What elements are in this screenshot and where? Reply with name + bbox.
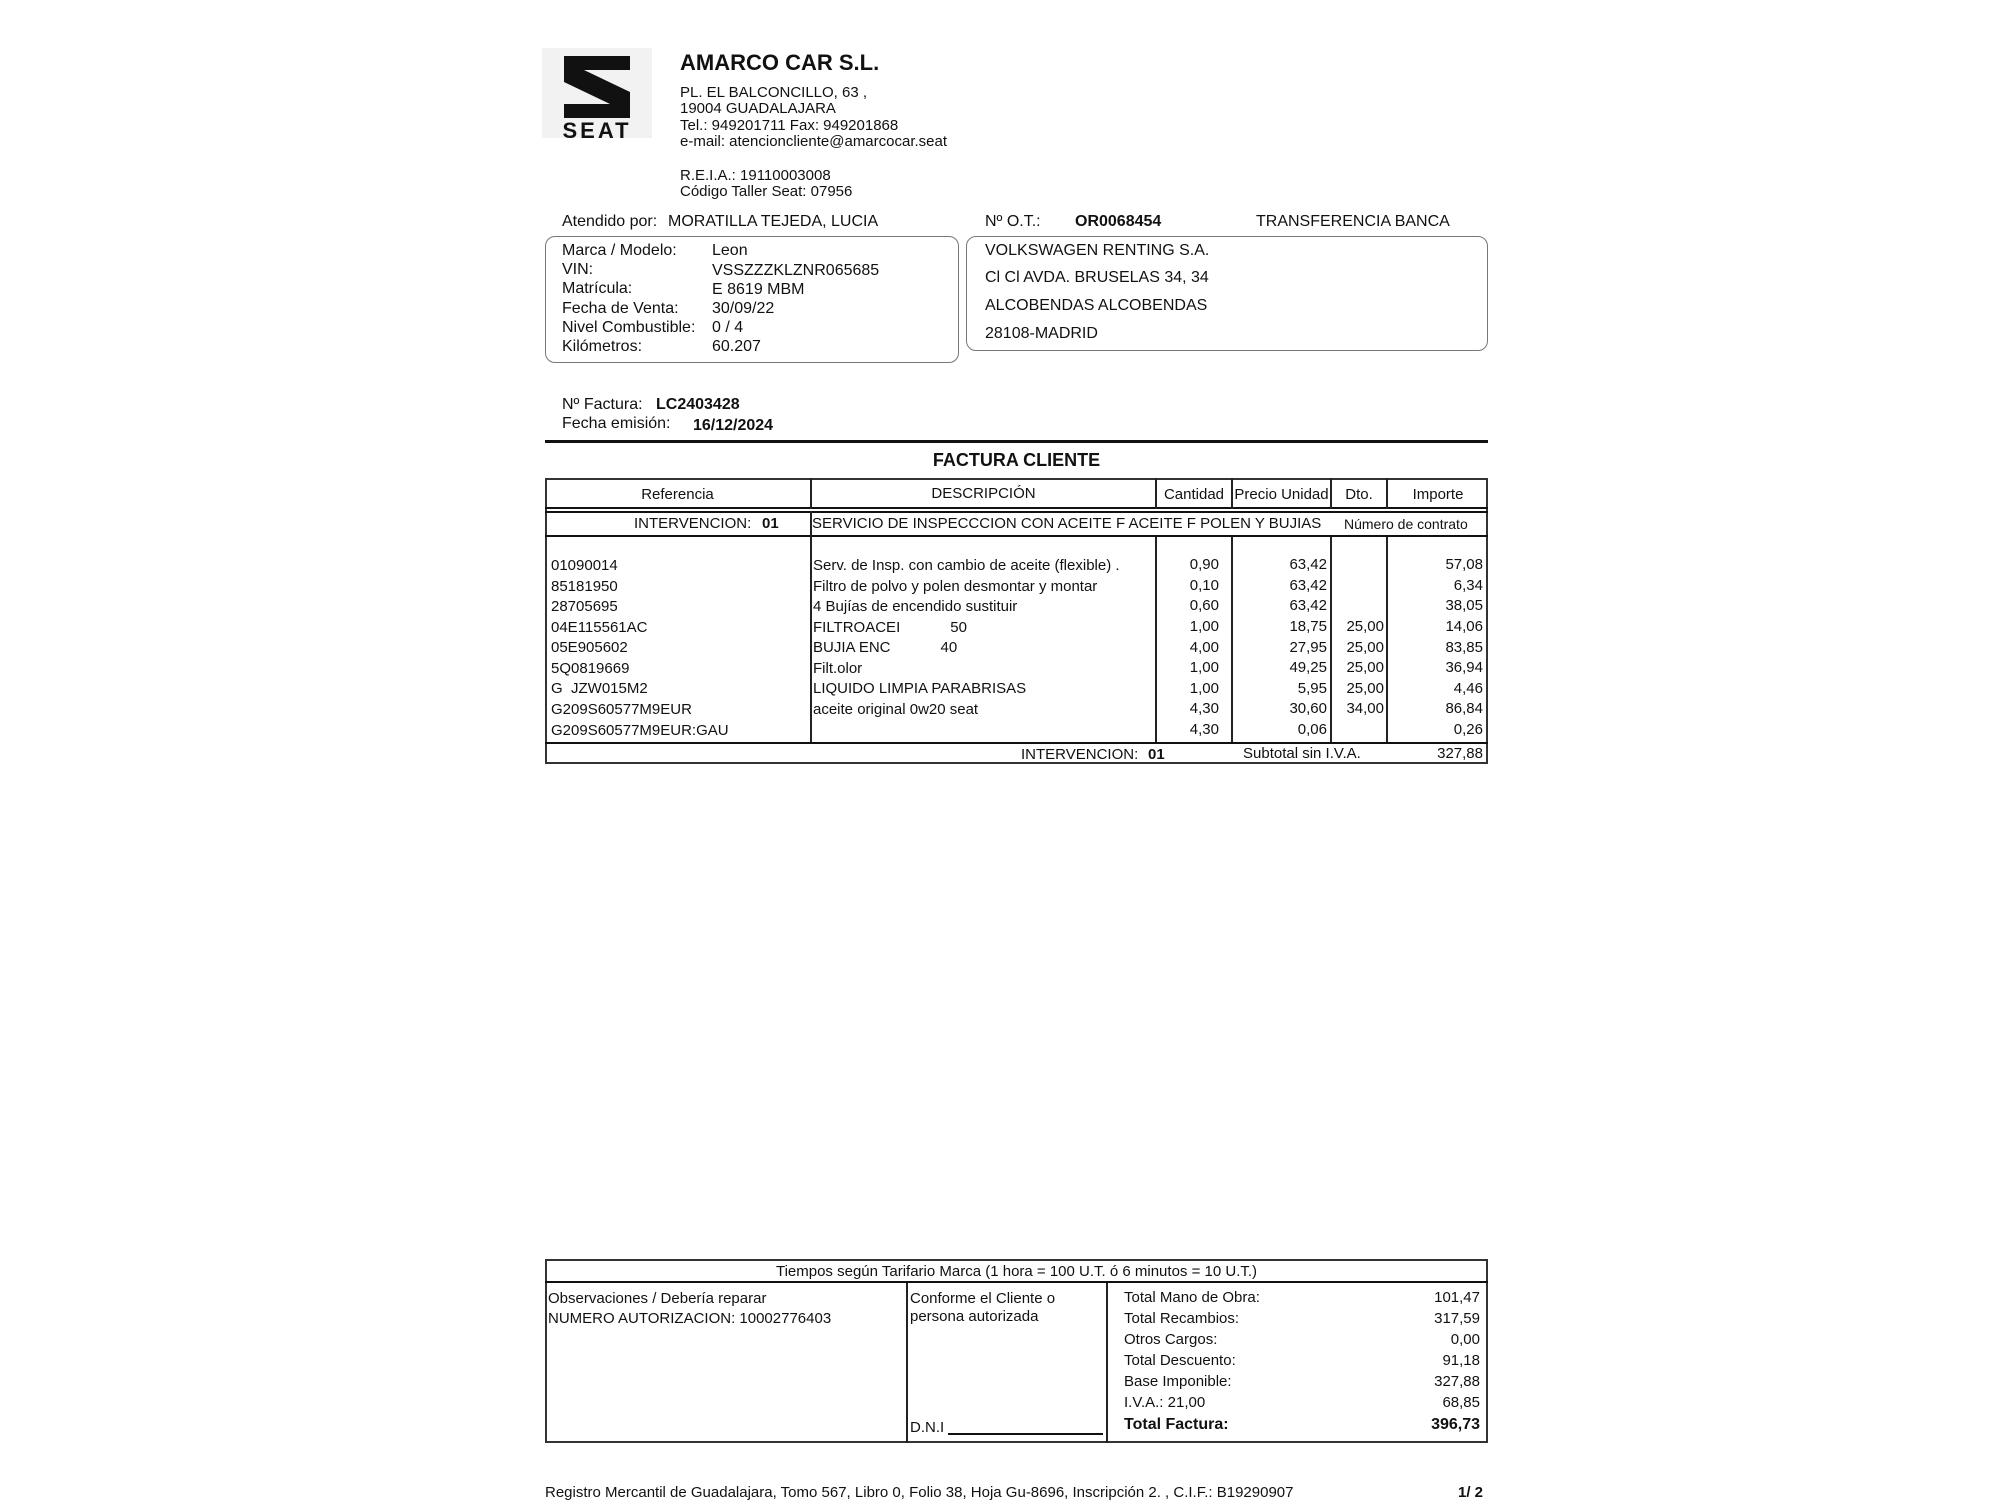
row-desc: Filtro de polvo y polen desmontar y montar — [813, 578, 1098, 595]
total-label: Total Recambios: — [1124, 1310, 1240, 1327]
vehicle-value: 60.207 — [712, 338, 761, 355]
conforme-line2: persona autorizada — [910, 1308, 1039, 1325]
ot-value: OR0068454 — [1075, 213, 1162, 230]
row-price: 30,60 — [1289, 700, 1327, 717]
grand-total-label: Total Factura: — [1124, 1416, 1229, 1433]
vehicle-value: 30/09/22 — [712, 300, 775, 317]
row-amount: 4,46 — [1453, 680, 1483, 697]
row-amount: 83,85 — [1445, 639, 1483, 656]
row-ref: 05E905602 — [551, 639, 628, 656]
col-header-discount: Dto. — [1345, 486, 1373, 503]
row-ref: G JZW015M2 — [551, 680, 648, 697]
row-price: 0,06 — [1297, 721, 1327, 738]
row-dto: 25,00 — [1346, 680, 1384, 697]
col-header-amount: Importe — [1412, 486, 1464, 503]
invoice-num-value: LC2403428 — [656, 396, 740, 413]
intervention-description: SERVICIO DE INSPECCCION CON ACEITE F ACEITE F POLEN Y BUJIAS — [812, 515, 1322, 532]
row-qty: 1,00 — [1189, 618, 1219, 635]
summary-header-rule — [545, 1281, 1488, 1283]
row-desc: FILTROACEI 50 — [813, 619, 967, 636]
row-amount: 6,34 — [1453, 577, 1483, 594]
registry-note: Registro Mercantil de Guadalajara, Tomo 567, Libro 0, Folio 38, Hoja Gu-8696, Inscripción 2. , C.I.F.: B19290907 — [545, 1484, 1294, 1501]
customer-city: ALCOBENDAS ALCOBENDAS — [985, 297, 1208, 314]
vehicle-label: Marca / Modelo: — [562, 242, 677, 259]
row-price: 63,42 — [1289, 556, 1327, 573]
vehicle-label: Nivel Combustible: — [562, 319, 696, 336]
vehicle-label: Matrícula: — [562, 280, 633, 297]
row-price: 27,95 — [1289, 639, 1327, 656]
logo-text: SEAT — [562, 118, 632, 143]
row-qty: 1,00 — [1189, 659, 1219, 676]
total-label: Total Descuento: — [1124, 1352, 1236, 1369]
customer-postal: 28108-MADRID — [985, 325, 1098, 342]
row-ref: 28705695 — [551, 598, 618, 615]
row-price: 5,95 — [1297, 680, 1327, 697]
row-ref: G209S60577M9EUR:GAU — [551, 722, 729, 739]
row-amount: 57,08 — [1445, 556, 1483, 573]
row-desc: Serv. de Insp. con cambio de aceite (flexible) . — [813, 557, 1120, 574]
row-desc: 4 Bujías de encendido sustituir — [813, 598, 1018, 615]
subtotal-value: 327,88 — [1437, 745, 1483, 762]
row-qty: 0,10 — [1189, 577, 1219, 594]
row-amount: 86,84 — [1445, 700, 1483, 717]
intervention-top-rule — [545, 511, 1488, 513]
vehicle-value: 0 / 4 — [712, 319, 744, 336]
grand-total-value: 396,73 — [1431, 1416, 1480, 1433]
company-address2: 19004 GUADALAJARA — [680, 100, 836, 117]
total-label: Otros Cargos: — [1124, 1331, 1218, 1348]
total-value: 68,85 — [1442, 1394, 1480, 1411]
summary-divider — [906, 1283, 908, 1443]
row-ref: 04E115561AC — [551, 619, 648, 636]
row-ref: 85181950 — [551, 578, 618, 595]
row-dto: 34,00 — [1346, 700, 1384, 717]
contract-label: Número de contrato — [1344, 516, 1468, 532]
row-ref: 01090014 — [551, 557, 618, 574]
row-qty: 1,00 — [1189, 680, 1219, 697]
col-divider — [810, 537, 812, 742]
row-qty: 0,60 — [1189, 597, 1219, 614]
vehicle-label: Fecha de Venta: — [562, 300, 679, 317]
total-label: I.V.A.: 21,00 — [1124, 1394, 1206, 1411]
col-header-description: DESCRIPCIÓN — [931, 485, 1036, 502]
total-value: 327,88 — [1434, 1373, 1480, 1390]
payment-method: TRANSFERENCIA BANCA — [1256, 213, 1450, 230]
row-ref: 5Q0819669 — [551, 660, 630, 677]
row-price: 49,25 — [1289, 659, 1327, 676]
vehicle-label: Kilómetros: — [562, 338, 643, 355]
dni-label: D.N.I — [910, 1419, 945, 1436]
total-value: 91,18 — [1442, 1352, 1480, 1369]
total-value: 101,47 — [1434, 1289, 1480, 1306]
dni-signature-line — [948, 1433, 1103, 1435]
row-ref: G209S60577M9EUR — [551, 701, 692, 718]
attended-label: Atendido por: — [562, 213, 658, 230]
customer-address: Cl Cl AVDA. BRUSELAS 34, 34 — [985, 269, 1209, 286]
row-amount: 0,26 — [1453, 721, 1483, 738]
company-reia: R.E.I.A.: 19110003008 — [680, 167, 831, 184]
invoice-date-value: 16/12/2024 — [693, 417, 774, 434]
authorization-number: NUMERO AUTORIZACION: 10002776403 — [548, 1310, 832, 1327]
row-desc: Filt.olor — [813, 660, 863, 677]
page-number: 1/ 2 — [1458, 1484, 1484, 1501]
header-bottom-rule — [545, 507, 1488, 509]
vehicle-value: VSSZZZKLZNR065685 — [712, 262, 880, 279]
row-desc: BUJIA ENC 40 — [813, 639, 958, 656]
vehicle-value: E 8619 MBM — [712, 281, 805, 298]
total-value: 0,00 — [1450, 1331, 1480, 1348]
title-rule — [545, 440, 1488, 443]
company-phone: Tel.: 949201711 Fax: 949201868 — [680, 117, 899, 134]
tiempos-note: Tiempos según Tarifario Marca (1 hora = 100 U.T. ó 6 minutos = 10 U.T.) — [775, 1263, 1258, 1280]
footer-intervention-num: 01 — [1148, 746, 1165, 763]
seat-logo — [542, 48, 652, 143]
row-qty: 4,30 — [1189, 700, 1219, 717]
invoice-title: FACTURA CLIENTE — [932, 450, 1101, 470]
company-taller: Código Taller Seat: 07956 — [680, 183, 853, 200]
total-label: Total Mano de Obra: — [1124, 1289, 1260, 1306]
company-name: AMARCO CAR S.L. — [680, 50, 880, 75]
intervention-num: 01 — [762, 515, 779, 532]
row-dto: 25,00 — [1346, 639, 1384, 656]
row-qty: 4,30 — [1189, 721, 1219, 738]
company-email: e-mail: atencioncliente@amarcocar.seat — [680, 133, 948, 150]
row-amount: 38,05 — [1445, 597, 1483, 614]
row-amount: 14,06 — [1445, 618, 1483, 635]
row-qty: 4,00 — [1189, 639, 1219, 656]
footer-intervention-label: INTERVENCION: — [1021, 746, 1139, 763]
vehicle-label: VIN: — [562, 261, 594, 278]
invoice-num-label: Nº Factura: — [562, 396, 643, 413]
subtotal-label: Subtotal sin I.V.A. — [1243, 745, 1361, 762]
vehicle-value: Leon — [712, 242, 748, 259]
summary-divider — [1106, 1283, 1108, 1443]
row-desc: LIQUIDO LIMPIA PARABRISAS — [813, 680, 1027, 697]
intervention-label: INTERVENCION: — [634, 515, 752, 532]
conforme-line1: Conforme el Cliente o — [910, 1290, 1056, 1307]
col-header-unit-price: Precio Unidad — [1234, 486, 1329, 503]
row-price: 18,75 — [1289, 618, 1327, 635]
summary-box — [545, 1259, 1488, 1443]
total-value: 317,59 — [1434, 1310, 1480, 1327]
customer-name: VOLKSWAGEN RENTING S.A. — [985, 242, 1210, 259]
intervention-bottom-rule — [545, 535, 1488, 537]
row-dto: 25,00 — [1346, 659, 1384, 676]
observations-label: Observaciones / Debería reparar — [548, 1290, 767, 1307]
total-label: Base Imponible: — [1124, 1373, 1232, 1390]
company-address1: PL. EL BALCONCILLO, 63 , — [680, 84, 868, 101]
row-desc: aceite original 0w20 seat — [813, 701, 979, 718]
invoice-date-label: Fecha emisión: — [562, 415, 671, 432]
attended-value: MORATILLA TEJEDA, LUCIA — [668, 213, 879, 230]
ot-label: Nº O.T.: — [985, 213, 1041, 230]
row-price: 63,42 — [1289, 577, 1327, 594]
body-bottom-rule — [545, 742, 1488, 744]
row-price: 63,42 — [1289, 597, 1327, 614]
col-header-quantity: Cantidad — [1163, 486, 1225, 503]
row-qty: 0,90 — [1189, 556, 1219, 573]
col-header-reference: Referencia — [641, 486, 714, 503]
row-amount: 36,94 — [1445, 659, 1483, 676]
row-dto: 25,00 — [1346, 618, 1384, 635]
